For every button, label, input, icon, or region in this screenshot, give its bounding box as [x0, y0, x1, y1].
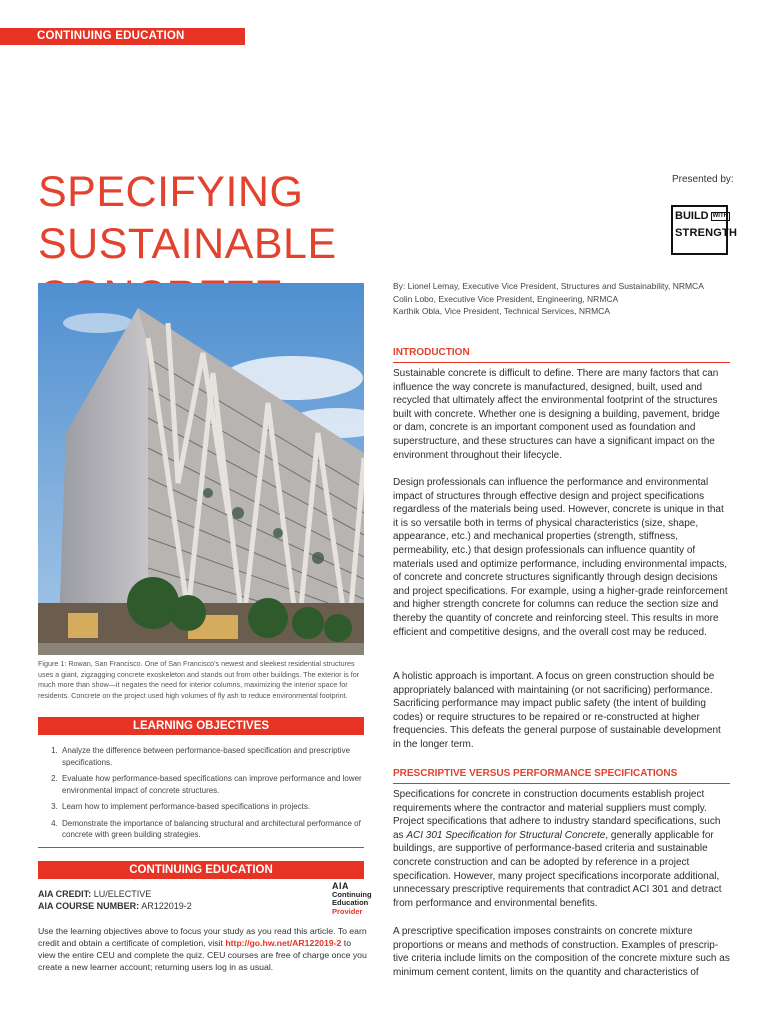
- prescriptive-p1-text-b: , generally applicable for buildings, are supportive of performance-based criteria and sustainable concrete construction and can be adopted by reference in a project specification. However, many project specifications incorporate additional, unnecessary prescriptive requirements that contradict ACI 301 and detract from performance and environmental benefits.: [393, 829, 722, 909]
- aia-credit-label: AIA CREDIT:: [38, 889, 92, 899]
- title-line-1: SPECIFYING SUSTAINABLE: [38, 168, 337, 268]
- intro-paragraph-2: Design professionals can influence the performance and environmental impact of structures through effective design and project specifications regardless of the materials being used. However, concrete is unique in that it is so versatile both in terms of physical characteristics (size, shape, appearance, etc.) and mechanical properties (strength, stiffness, permeability, etc.) that design professionals can influence quantity of materials used and optimize performance, including environmental impacts, of concrete and concrete structures significantly through design decisions and project specifications. For example, using a higher-grade reinforcement and higher strength concrete for columns can reduce the section size and thereby the quantity of concrete and reinforcing steel. This results in more efficient and competitive designs, and the overall cost may be reduced.: [393, 477, 728, 638]
- aia-course-label: AIA COURSE NUMBER:: [38, 901, 140, 911]
- objective-item: 4. Demonstrate the importance of balancing structural and architectural performance of concrete with green building strategies.: [60, 818, 364, 841]
- objective-item: 3. Learn how to implement performance-based specifications in projects.: [60, 801, 364, 813]
- instructions-text-2: to view the entire CEU and complete the quiz. CEU courses are free of charge once you create a new learner account; returning users log in as usual.: [38, 938, 367, 972]
- building-illustration: [38, 283, 364, 655]
- prescriptive-p1-text-a: Specifications for concrete in construction documents establish project requirements where the contractor and material suppliers must comply. Project specifications that adhere to industry standard specifications, such as: [393, 789, 721, 841]
- author-byline: [393, 280, 733, 318]
- learning-objectives-heading: LEARNING OBJECTIVES: [38, 717, 364, 735]
- author-line: By: Lionel Lemay, Executive Vice President, Structures and Sustainability, NRMCA: [393, 281, 704, 291]
- prescriptive-paragraph-2: A prescriptive specification imposes constraints on concrete mixture proportions or means and methods of construction. Examples of prescrip-tive criteria include limits on the composition of the concrete mixture such as minimum cement content, limits on the quantity and characteristics of: [393, 926, 730, 978]
- prescriptive-paragraph-1: [393, 788, 731, 910]
- presented-by-label: Presented by:: [672, 174, 734, 185]
- section-label-bar: CONTINUING EDUCATION: [0, 28, 245, 45]
- continuing-education-heading: CONTINUING EDUCATION: [38, 861, 364, 879]
- section-divider: [38, 847, 364, 848]
- intro-paragraph-1: Sustainable concrete is difficult to define. There are many factors that can influence the way concrete is manufactured, designed, built, used and recycled that ultimately affect the environmental footprint of the structures built with concrete. Whether one is designing a building, pavement, bridge or dam, concrete is an important component used as foundation and superstructure, and these structures can have a significant impact on the environment throughout their lifecycle.: [393, 368, 720, 461]
- aia-credit-value: LU/ELECTIVE: [93, 889, 152, 899]
- aia-course-value: AR122019-2: [141, 901, 192, 911]
- learning-objectives-list: [38, 745, 364, 846]
- introduction-heading: INTRODUCTION: [393, 346, 730, 363]
- build-with-strength-logo: [671, 205, 738, 255]
- intro-paragraph-3: A holistic approach is important. A focus on green construction should be appropriately balanced with maintaining (or not sacrificing) performance. Sacrificing performance may impact public safety (the intent of building codes) or require structures to be repaired or re-constructed at higher frequencies. This defeats the general purpose of sustainable development in the longer term.: [393, 671, 721, 750]
- aia-logo-line-4: Provider: [332, 906, 363, 916]
- aci-301-title: ACI 301 Specification for Structural Concrete: [406, 829, 606, 841]
- objective-item: 2. Evaluate how performance-based specifications can improve performance and lower environmental impact of concrete structures.: [60, 773, 364, 796]
- author-line: Colin Lobo, Executive Vice President, Engineering, NRMCA: [393, 293, 619, 304]
- aia-credit-info: [38, 888, 192, 912]
- figure-caption: Figure 1: Rowan, San Francisco. One of San Francisco's newest and sleekest residential structures uses a giant, zigzagging concrete exoskeleton and stands out from other buildings. The exterior is for much more than show—it negates the need for interior columns, maximizing the interior space for residents. Concrete on the project used high volumes of fly ash to reduce environmental footprint.: [38, 659, 360, 700]
- prescriptive-heading: PRESCRIPTIVE VERSUS PERFORMANCE SPECIFICATIONS: [393, 767, 730, 784]
- aia-logo-line-2: Continuing: [332, 889, 372, 899]
- ceu-instructions: [38, 925, 368, 973]
- ceu-link[interactable]: http://go.hw.net/AR122019-2: [225, 938, 342, 948]
- aia-logo-line-1: AIA: [332, 881, 349, 891]
- building-photo: [38, 283, 364, 655]
- objective-item: 1. Analyze the difference between performance-based specification and prescriptive specifications.: [60, 745, 364, 768]
- author-line: Karthik Obla, Vice President, Technical Services, NRMCA: [393, 306, 610, 316]
- logo-build: BUILD: [675, 210, 709, 222]
- logo-with: WITH: [712, 213, 728, 219]
- instructions-text-1: Use the learning objectives above to focus your study as you read this article. To earn credit and obtain a certificate of completion, visit: [38, 926, 367, 948]
- aia-logo-line-3: Education: [332, 898, 369, 907]
- logo-strength: STRENGTH: [675, 227, 738, 239]
- aia-provider-logo: [332, 882, 372, 916]
